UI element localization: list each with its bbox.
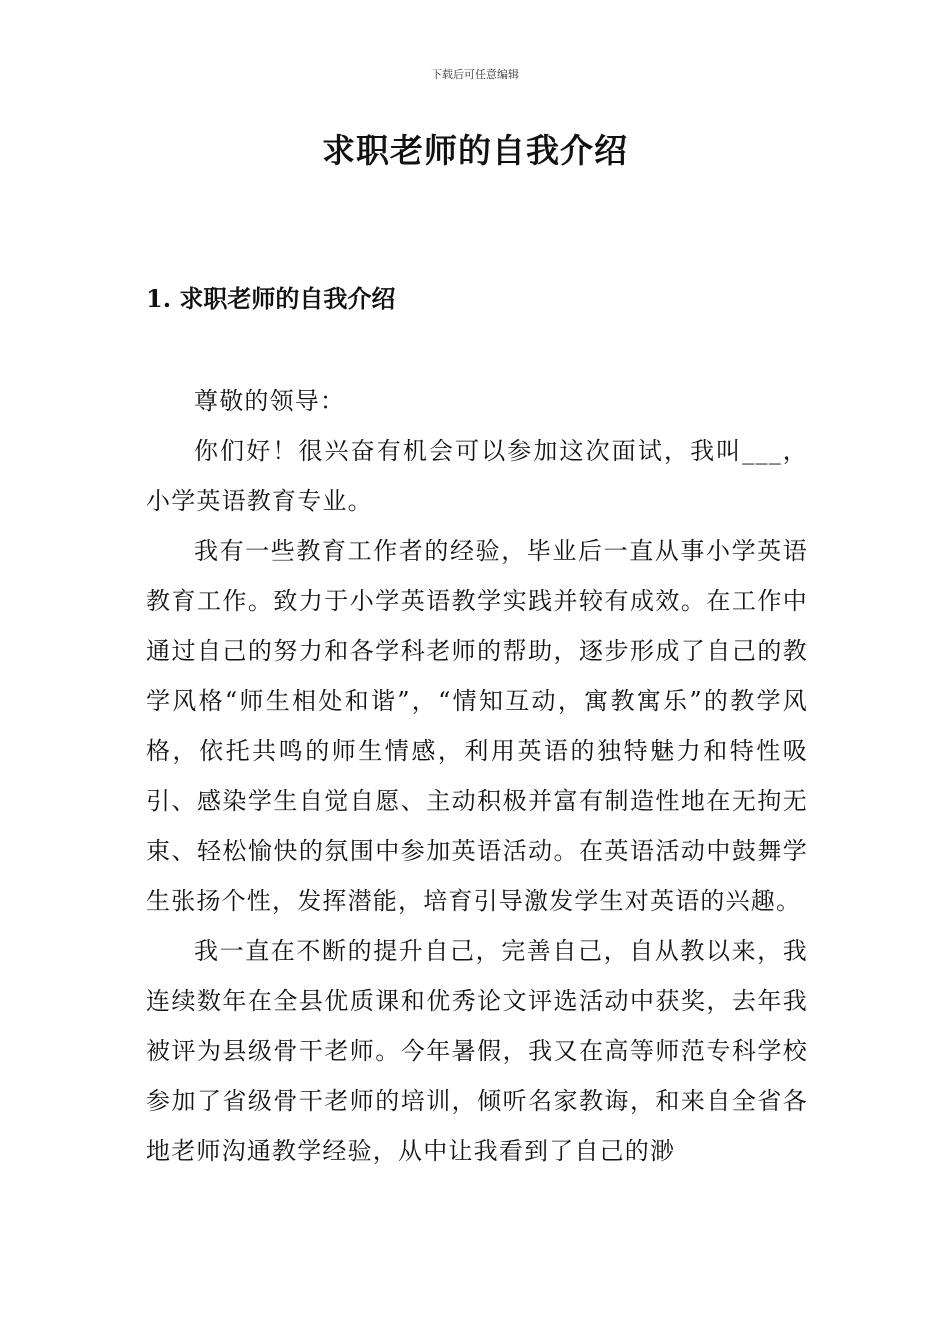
salutation-paragraph: 尊敬的领导： <box>194 387 346 415</box>
document-body <box>146 376 808 1176</box>
document-title: 求职老师的自我介绍 <box>322 131 628 170</box>
body-paragraph: 我有一些教育工作者的经验，毕业后一直从事小学英语教育工作。致力于小学英语教学实践并较有成效。在工作中通过自己的努力和各学科老师的帮助，逐步形成了自己的教学风格“师生相处和谐”，“情知互动，寓教寓乐”的教学风格，依托共鸣的师生情感，利用英语的独特魅力和特性吸引、感染学生自觉自愿、主动积极并富有制造性地在无拘无束、轻松愉快的氛围中参加英语活动。在英语活动中鼓舞学生张扬个性，发挥潜能，培育引导激发学生对英语的兴趣。 <box>146 537 808 915</box>
header-note: 下载后可任意编辑 <box>431 68 519 81</box>
body-paragraph: 你们好！很兴奋有机会可以参加这次面试，我叫___，小学英语教育专业。 <box>146 437 808 515</box>
body-paragraph: 我一直在不断的提升自己，完善自己，自从教以来，我连续数年在全县优质课和优秀论文评选活动中获奖，去年我被评为县级骨干老师。今年暑假，我又在高等师范专科学校参加了省级骨干老师的培训，倾听名家教诲，和来自全省各地老师沟通教学经验，从中让我看到了自己的渺 <box>146 937 808 1165</box>
section-heading: 1. 求职老师的自我介绍 <box>146 284 396 313</box>
